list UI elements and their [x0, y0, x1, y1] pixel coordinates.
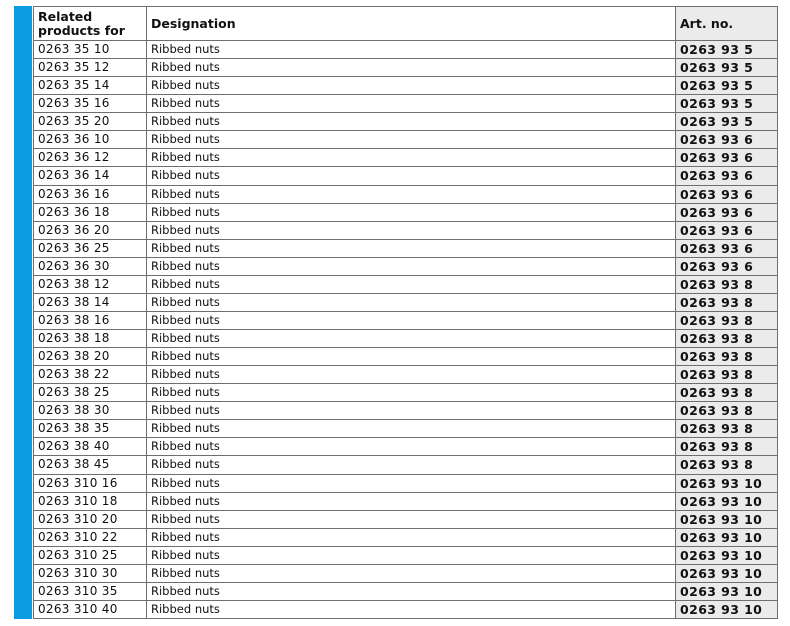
designation-cell: Ribbed nuts — [147, 492, 676, 510]
related-product-cell: 0263 35 12 — [34, 59, 147, 77]
art-no-cell: 0263 93 8 — [676, 420, 778, 438]
table-row — [34, 348, 778, 366]
art-no-cell: 0263 93 8 — [676, 311, 778, 329]
related-product-cell: 0263 310 18 — [34, 492, 147, 510]
related-product-cell: 0263 38 22 — [34, 366, 147, 384]
table-row — [34, 41, 778, 59]
art-no-cell: 0263 93 10 — [676, 510, 778, 528]
table-row — [34, 420, 778, 438]
table-row — [34, 438, 778, 456]
table-row — [34, 149, 778, 167]
art-no-cell: 0263 93 10 — [676, 492, 778, 510]
designation-cell: Ribbed nuts — [147, 95, 676, 113]
table-row — [34, 546, 778, 564]
designation-cell: Ribbed nuts — [147, 221, 676, 239]
art-no-cell: 0263 93 5 — [676, 77, 778, 95]
art-no-cell: 0263 93 10 — [676, 474, 778, 492]
related-product-cell: 0263 38 20 — [34, 348, 147, 366]
related-product-cell: 0263 310 25 — [34, 546, 147, 564]
designation-cell: Ribbed nuts — [147, 149, 676, 167]
table-row — [34, 77, 778, 95]
art-no-cell: 0263 93 6 — [676, 131, 778, 149]
designation-cell: Ribbed nuts — [147, 330, 676, 348]
table-row — [34, 275, 778, 293]
art-no-cell: 0263 93 10 — [676, 528, 778, 546]
art-no-cell: 0263 93 6 — [676, 167, 778, 185]
designation-cell: Ribbed nuts — [147, 113, 676, 131]
table-row — [34, 95, 778, 113]
art-no-cell: 0263 93 8 — [676, 402, 778, 420]
related-product-cell: 0263 38 25 — [34, 384, 147, 402]
art-no-cell: 0263 93 8 — [676, 384, 778, 402]
art-no-cell: 0263 93 8 — [676, 330, 778, 348]
art-no-cell: 0263 93 8 — [676, 275, 778, 293]
art-no-cell: 0263 93 5 — [676, 95, 778, 113]
table-row — [34, 239, 778, 257]
table-body — [34, 41, 778, 619]
header-row — [34, 7, 778, 41]
table-row — [34, 402, 778, 420]
table-row — [34, 474, 778, 492]
related-product-cell: 0263 35 10 — [34, 41, 147, 59]
table-row — [34, 528, 778, 546]
related-product-cell: 0263 38 30 — [34, 402, 147, 420]
related-product-cell: 0263 35 20 — [34, 113, 147, 131]
designation-cell: Ribbed nuts — [147, 510, 676, 528]
art-no-cell: 0263 93 8 — [676, 366, 778, 384]
designation-cell: Ribbed nuts — [147, 59, 676, 77]
table-row — [34, 113, 778, 131]
related-product-cell: 0263 35 16 — [34, 95, 147, 113]
table-row — [34, 366, 778, 384]
table-row — [34, 582, 778, 600]
table-row — [34, 456, 778, 474]
table-row — [34, 257, 778, 275]
designation-cell: Ribbed nuts — [147, 366, 676, 384]
header-designation: Designation — [147, 7, 676, 41]
header-art-no: Art. no. — [676, 7, 778, 41]
art-no-cell: 0263 93 5 — [676, 59, 778, 77]
art-no-cell: 0263 93 8 — [676, 293, 778, 311]
art-no-cell: 0263 93 6 — [676, 239, 778, 257]
art-no-cell: 0263 93 10 — [676, 564, 778, 582]
art-no-cell: 0263 93 6 — [676, 203, 778, 221]
designation-cell: Ribbed nuts — [147, 546, 676, 564]
designation-cell: Ribbed nuts — [147, 384, 676, 402]
related-product-cell: 0263 36 10 — [34, 131, 147, 149]
table-row — [34, 510, 778, 528]
designation-cell: Ribbed nuts — [147, 348, 676, 366]
table-row — [34, 203, 778, 221]
art-no-cell: 0263 93 10 — [676, 600, 778, 618]
designation-cell: Ribbed nuts — [147, 185, 676, 203]
related-product-cell: 0263 36 16 — [34, 185, 147, 203]
related-product-cell: 0263 35 14 — [34, 77, 147, 95]
table-row — [34, 384, 778, 402]
table-row — [34, 600, 778, 618]
art-no-cell: 0263 93 6 — [676, 221, 778, 239]
art-no-cell: 0263 93 10 — [676, 582, 778, 600]
designation-cell: Ribbed nuts — [147, 582, 676, 600]
table-row — [34, 492, 778, 510]
designation-cell: Ribbed nuts — [147, 438, 676, 456]
designation-cell: Ribbed nuts — [147, 420, 676, 438]
table-header — [34, 7, 778, 41]
designation-cell: Ribbed nuts — [147, 402, 676, 420]
table-row — [34, 185, 778, 203]
designation-cell: Ribbed nuts — [147, 77, 676, 95]
related-product-cell: 0263 38 12 — [34, 275, 147, 293]
related-product-cell: 0263 310 30 — [34, 564, 147, 582]
accent-bar — [14, 6, 32, 619]
related-product-cell: 0263 310 16 — [34, 474, 147, 492]
related-products-table — [33, 6, 778, 619]
art-no-cell: 0263 93 6 — [676, 149, 778, 167]
table-row — [34, 564, 778, 582]
table-row — [34, 311, 778, 329]
related-product-cell: 0263 38 45 — [34, 456, 147, 474]
table-row — [34, 59, 778, 77]
designation-cell: Ribbed nuts — [147, 131, 676, 149]
table-row — [34, 131, 778, 149]
designation-cell: Ribbed nuts — [147, 275, 676, 293]
designation-cell: Ribbed nuts — [147, 311, 676, 329]
designation-cell: Ribbed nuts — [147, 456, 676, 474]
art-no-cell: 0263 93 6 — [676, 185, 778, 203]
table-row — [34, 330, 778, 348]
art-no-cell: 0263 93 5 — [676, 41, 778, 59]
header-related-products: Related products for — [34, 7, 147, 41]
art-no-cell: 0263 93 8 — [676, 456, 778, 474]
art-no-cell: 0263 93 10 — [676, 546, 778, 564]
related-product-cell: 0263 310 22 — [34, 528, 147, 546]
designation-cell: Ribbed nuts — [147, 203, 676, 221]
related-product-cell: 0263 36 25 — [34, 239, 147, 257]
art-no-cell: 0263 93 8 — [676, 348, 778, 366]
related-product-cell: 0263 36 20 — [34, 221, 147, 239]
designation-cell: Ribbed nuts — [147, 474, 676, 492]
designation-cell: Ribbed nuts — [147, 528, 676, 546]
related-product-cell: 0263 310 35 — [34, 582, 147, 600]
related-product-cell: 0263 310 20 — [34, 510, 147, 528]
related-product-cell: 0263 310 40 — [34, 600, 147, 618]
related-product-cell: 0263 36 12 — [34, 149, 147, 167]
table-row — [34, 293, 778, 311]
designation-cell: Ribbed nuts — [147, 41, 676, 59]
designation-cell: Ribbed nuts — [147, 257, 676, 275]
designation-cell: Ribbed nuts — [147, 167, 676, 185]
table-row — [34, 221, 778, 239]
related-product-cell: 0263 36 14 — [34, 167, 147, 185]
related-product-cell: 0263 38 14 — [34, 293, 147, 311]
designation-cell: Ribbed nuts — [147, 600, 676, 618]
related-product-cell: 0263 38 35 — [34, 420, 147, 438]
designation-cell: Ribbed nuts — [147, 564, 676, 582]
related-product-cell: 0263 36 18 — [34, 203, 147, 221]
related-product-cell: 0263 38 40 — [34, 438, 147, 456]
related-product-cell: 0263 38 16 — [34, 311, 147, 329]
art-no-cell: 0263 93 6 — [676, 257, 778, 275]
related-product-cell: 0263 38 18 — [34, 330, 147, 348]
art-no-cell: 0263 93 5 — [676, 113, 778, 131]
art-no-cell: 0263 93 8 — [676, 438, 778, 456]
related-product-cell: 0263 36 30 — [34, 257, 147, 275]
designation-cell: Ribbed nuts — [147, 239, 676, 257]
designation-cell: Ribbed nuts — [147, 293, 676, 311]
table-row — [34, 167, 778, 185]
